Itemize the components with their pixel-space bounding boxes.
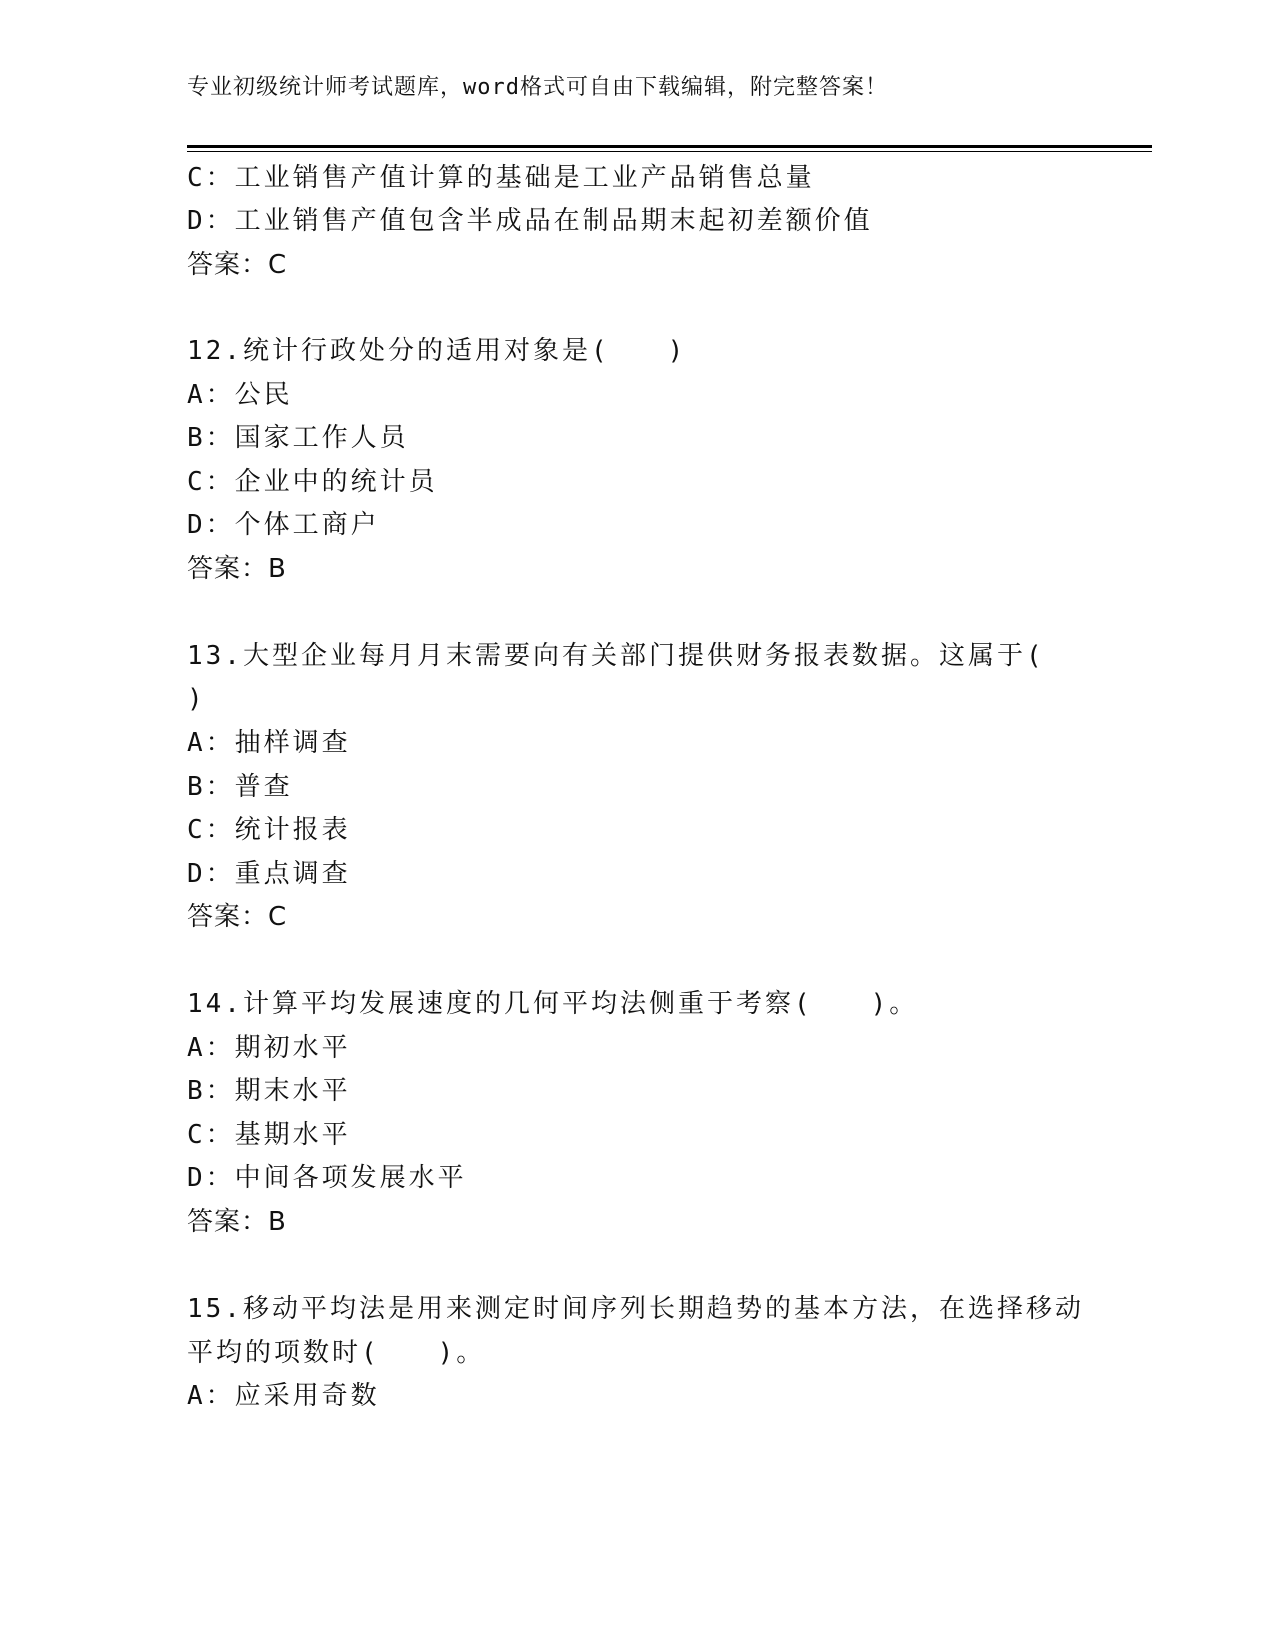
option-c: C：基期水平: [187, 1120, 351, 1150]
option-a: A：期初水平: [187, 1033, 351, 1063]
header-rule-thick: [187, 145, 1152, 148]
answer-line: 答案：C: [187, 902, 288, 932]
question-15-stem-line1: 15.移动平均法是用来测定时间序列长期趋势的基本方法，在选择移动: [187, 1294, 1084, 1324]
question-12-stem: 12.统计行政处分的适用对象是( ): [187, 336, 687, 366]
option-d: D：工业销售产值包含半成品在制品期末起初差额价值: [187, 206, 873, 236]
question-15-stem-line2: 平均的项数时( )。: [187, 1338, 486, 1368]
page-header: 专业初级统计师考试题库，word格式可自由下载编辑，附完整答案！: [187, 75, 888, 100]
option-b: B：国家工作人员: [187, 423, 409, 453]
question-13-stem-line2: ): [187, 684, 206, 714]
question-13-stem-line1: 13.大型企业每月月末需要向有关部门提供财务报表数据。这属于(: [187, 641, 1045, 671]
question-14-stem: 14.计算平均发展速度的几何平均法侧重于考察( )。: [187, 989, 919, 1019]
option-d: D：中间各项发展水平: [187, 1163, 467, 1193]
answer-line: 答案：B: [187, 554, 287, 584]
answer-line: 答案：B: [187, 1207, 287, 1237]
option-d: D：个体工商户: [187, 510, 380, 540]
answer-line: 答案：C: [187, 250, 288, 280]
option-b: B：期末水平: [187, 1076, 351, 1106]
option-d: D：重点调查: [187, 859, 351, 889]
option-c: C：工业销售产值计算的基础是工业产品销售总量: [187, 163, 815, 193]
header-rule-thin: [187, 151, 1152, 152]
option-a: A：应采用奇数: [187, 1381, 380, 1411]
option-c: C：企业中的统计员: [187, 467, 438, 497]
option-c: C：统计报表: [187, 815, 351, 845]
option-b: B：普查: [187, 772, 293, 802]
option-a: A：抽样调查: [187, 728, 351, 758]
option-a: A：公民: [187, 380, 293, 410]
